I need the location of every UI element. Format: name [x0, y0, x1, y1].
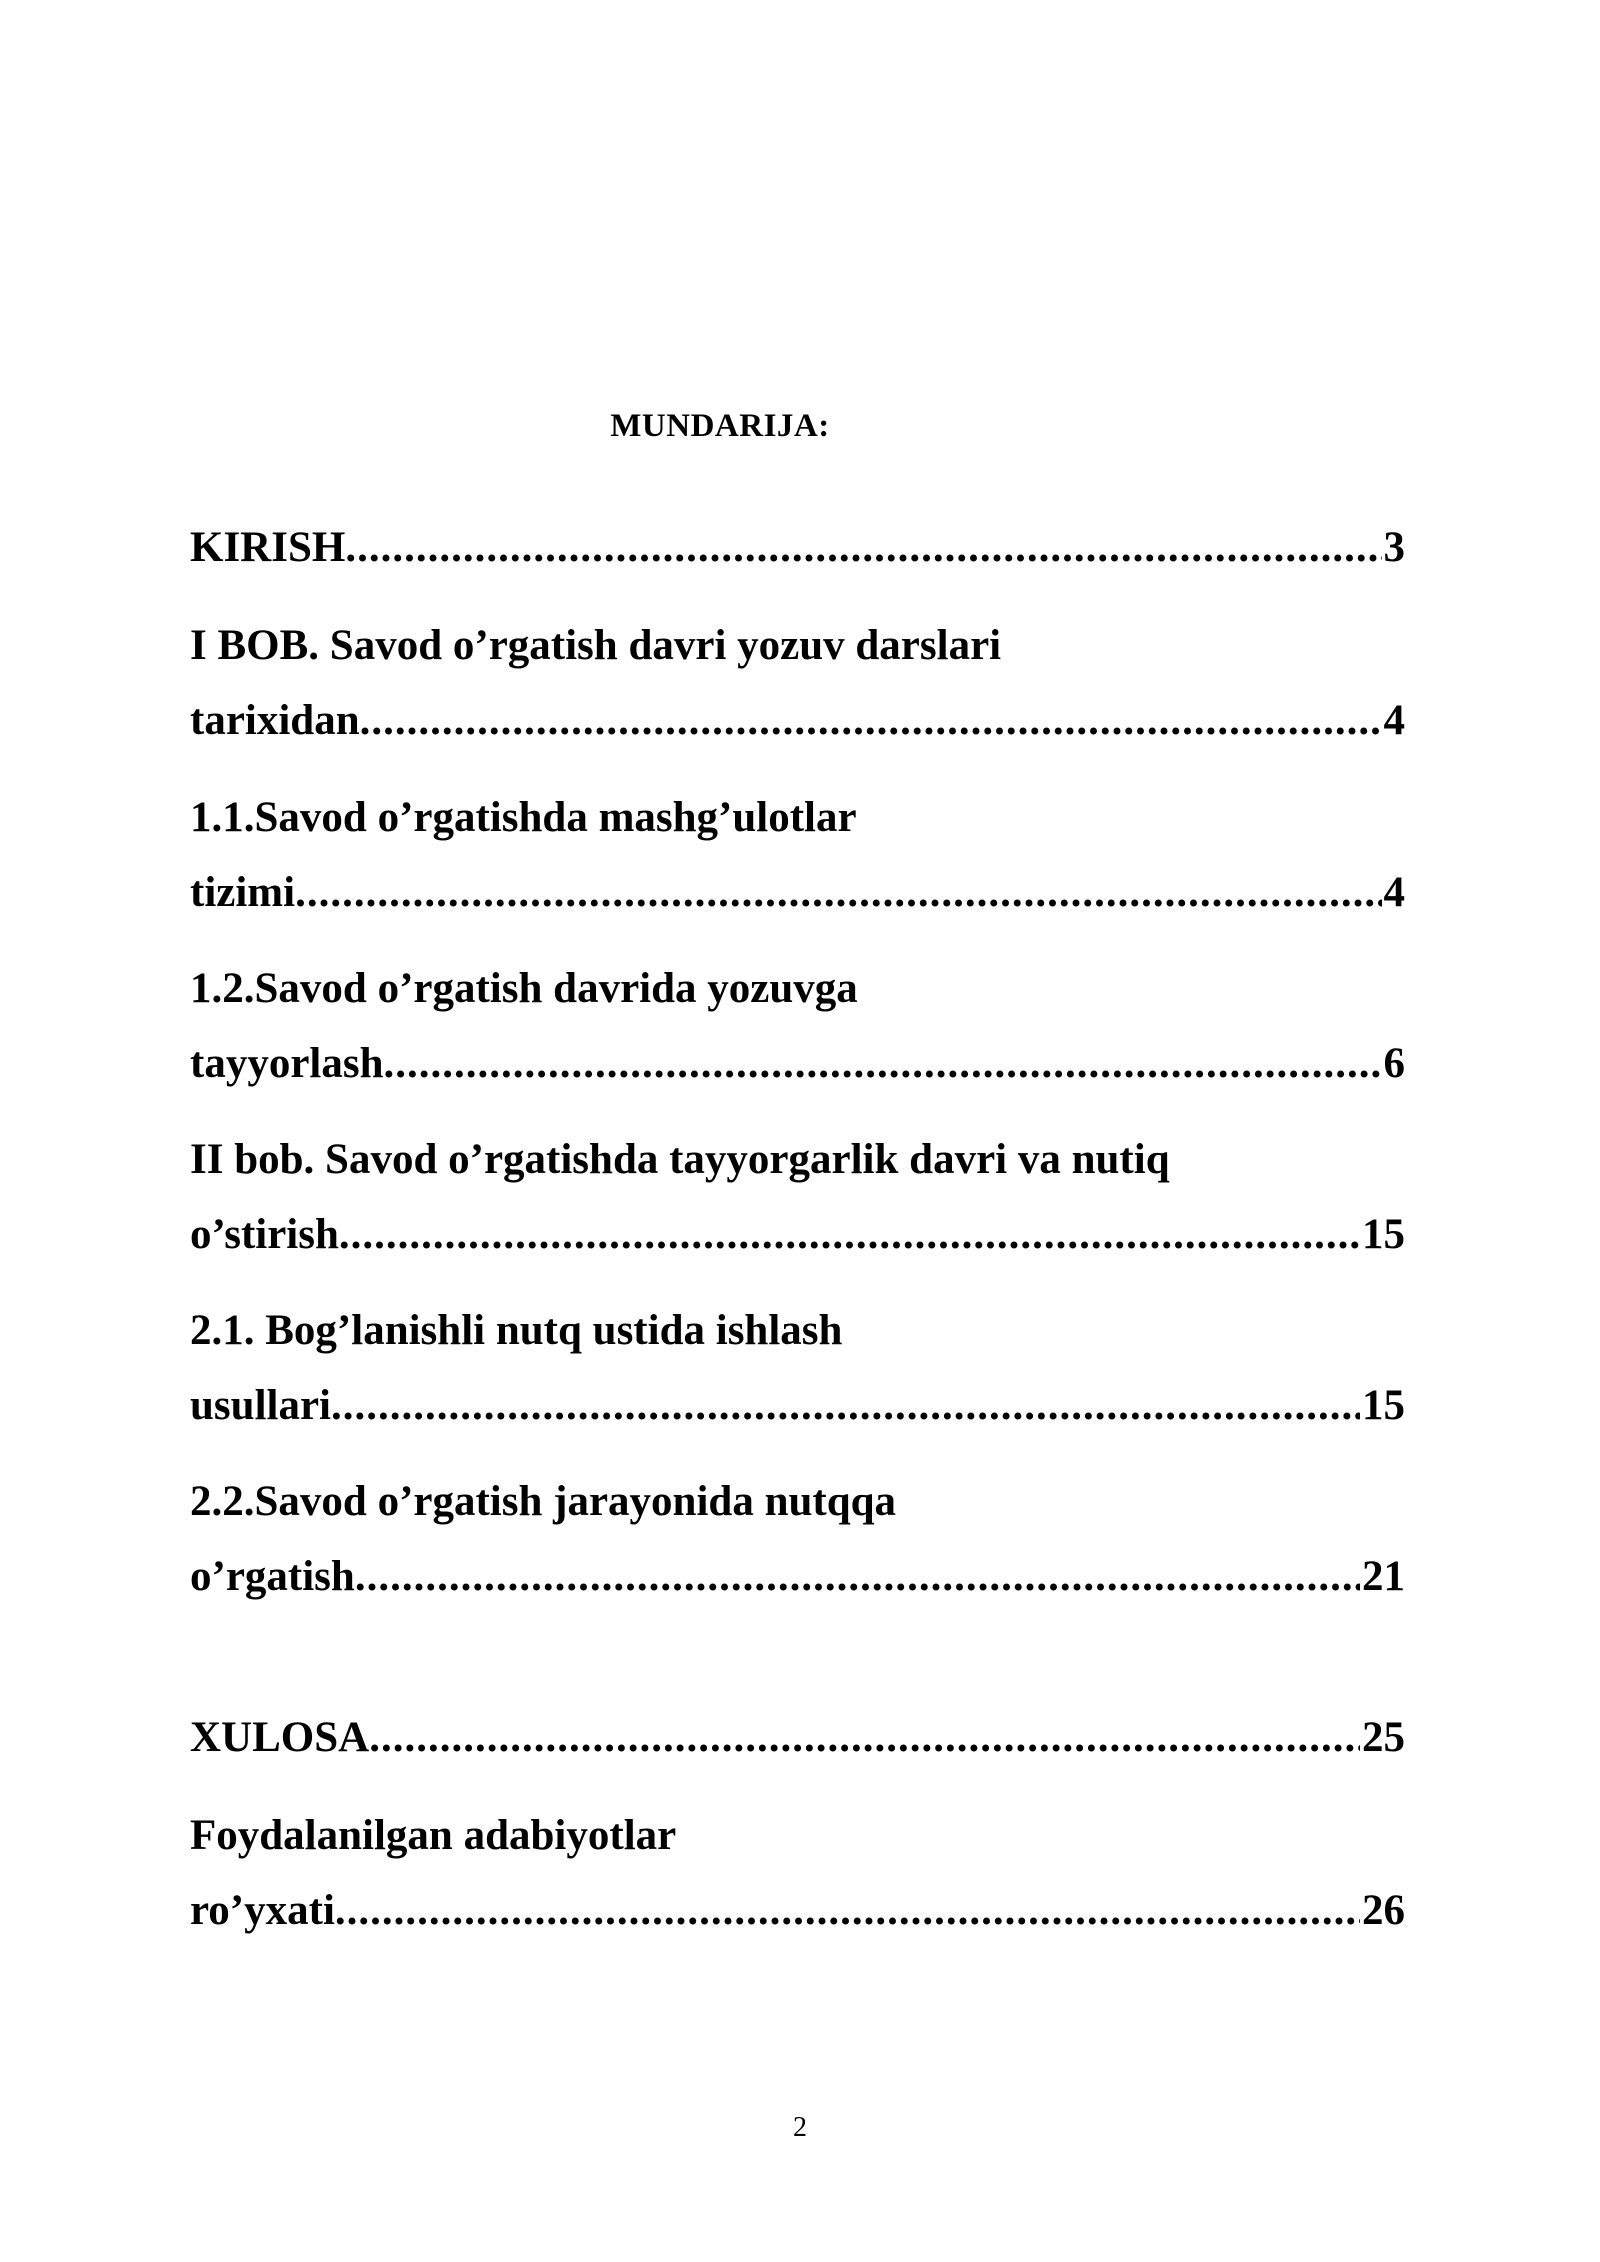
page-number: 2 [793, 2112, 807, 2143]
toc-entry-title-line1: 1.1.Savod o’rgatishda mashg’ulotlar [190, 794, 857, 841]
toc-entry-section-2-2 [190, 1464, 1405, 1614]
toc-entry-leader [190, 1026, 1405, 1101]
toc-entry-title-line2: ro’yxati [190, 1887, 335, 1934]
toc-entry-leader [190, 855, 1405, 930]
toc-entry-section-2-1 [190, 1293, 1405, 1443]
toc-entry-leader [190, 510, 1405, 585]
toc-heading: MUNDARIJA: [610, 408, 830, 444]
dot-leader [384, 1026, 1382, 1101]
toc-entry-title-line2: o’rgatish [190, 1553, 355, 1600]
toc-entry-section-1-1 [190, 780, 1405, 930]
toc-entry-section-1-2 [190, 951, 1405, 1101]
toc-entry-xulosa [190, 1700, 1405, 1775]
toc-entry-leader [190, 1368, 1405, 1443]
toc-entry-title-line1: 2.1. Bog’lanishli nutq ustida ishlash [190, 1307, 843, 1354]
dot-leader [360, 683, 1382, 758]
toc-entry-page: 4 [1383, 697, 1405, 744]
toc-entry-title-line1: II bob. Savod o’rgatishda tayyorgarlik davri va nutiq [190, 1136, 1170, 1183]
toc-entry-title: KIRISH [190, 524, 346, 571]
toc-entry-chapter-1 [190, 608, 1405, 758]
toc-entry-page: 4 [1383, 869, 1405, 916]
toc-entry-title: XULOSA [190, 1714, 370, 1761]
toc-entry-leader [190, 1700, 1405, 1775]
toc-entry-title-line2: o’stirish [190, 1211, 339, 1258]
toc-entry-references [190, 1798, 1405, 1948]
toc-entry-chapter-2 [190, 1122, 1405, 1272]
toc-entry-title-line2: usullari [190, 1382, 331, 1429]
dot-leader [295, 855, 1381, 930]
dot-leader [345, 510, 1381, 585]
toc-entry-leader [190, 1873, 1405, 1948]
toc-entry-title-line1: Foydalanilgan adabiyotlar [190, 1812, 677, 1859]
toc-entry-title-line1: 2.2.Savod o’rgatish jarayonida nutqqa [190, 1478, 897, 1525]
toc-entry-kirish [190, 510, 1405, 585]
toc-entry-page: 3 [1383, 524, 1405, 571]
toc-entry-leader [190, 1197, 1405, 1272]
toc-entry-leader [190, 683, 1405, 758]
dot-leader [331, 1368, 1360, 1443]
dot-leader [335, 1873, 1360, 1948]
dot-leader [369, 1700, 1360, 1775]
toc-entry-page: 15 [1362, 1211, 1405, 1258]
toc-entry-page: 21 [1362, 1553, 1405, 1600]
dot-leader [355, 1539, 1360, 1614]
toc-entry-page: 15 [1362, 1382, 1405, 1429]
toc-entry-title-line1: I BOB. Savod o’rgatish davri yozuv darslari [190, 622, 1002, 669]
toc-entry-page: 25 [1362, 1714, 1405, 1761]
toc-entry-title-line2: tayyorlash [190, 1040, 384, 1087]
dot-leader [339, 1197, 1360, 1272]
toc-entry-page: 26 [1362, 1887, 1405, 1934]
toc-entry-leader [190, 1539, 1405, 1614]
toc-entry-title-line2: tarixidan [190, 697, 360, 744]
toc-entry-title-line1: 1.2.Savod o’rgatish davrida yozuvga [190, 965, 858, 1012]
toc-entry-page: 6 [1383, 1040, 1405, 1087]
toc-entry-title-line2: tizimi [190, 869, 296, 916]
